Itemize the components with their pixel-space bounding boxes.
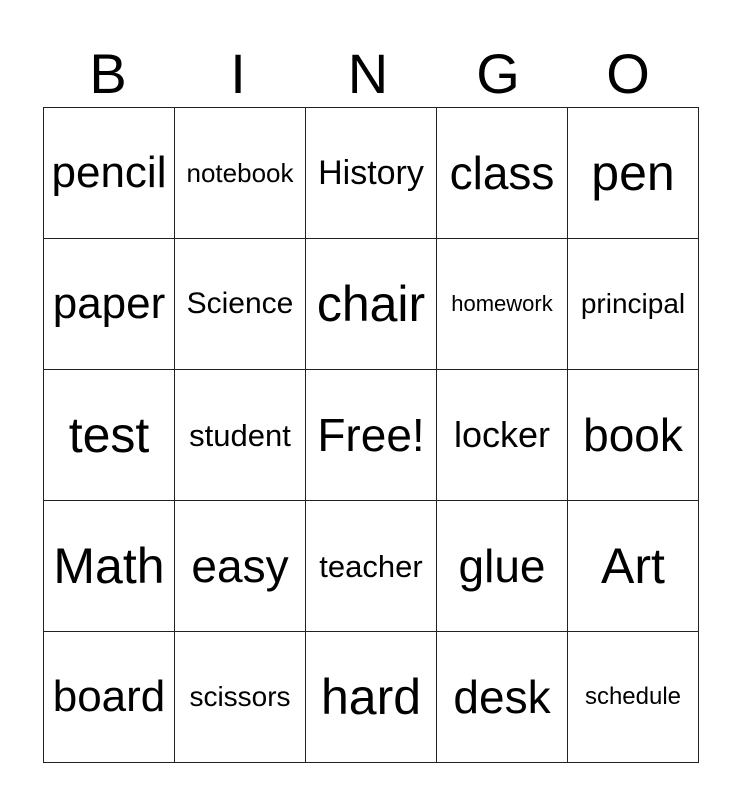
board-cell: Math — [44, 501, 175, 632]
board-cell: pencil — [44, 108, 175, 239]
board-row — [44, 501, 699, 632]
header-letter-b: B — [89, 42, 127, 105]
board-cell: board — [44, 632, 175, 763]
bingo-board — [43, 107, 699, 763]
board-row — [44, 108, 699, 239]
board-cell: schedule — [568, 632, 699, 763]
board-cell: teacher — [306, 501, 437, 632]
header-letter-i: I — [230, 42, 246, 105]
board-cell: student — [175, 370, 306, 501]
board-row — [44, 632, 699, 763]
board-cell: locker — [437, 370, 568, 501]
header-letter-o: O — [606, 42, 650, 105]
board-cell: hard — [306, 632, 437, 763]
board-cell: Free! — [306, 370, 437, 501]
board-cell: class — [437, 108, 568, 239]
board-cell: chair — [306, 239, 437, 370]
board-cell: principal — [568, 239, 699, 370]
board-row — [44, 239, 699, 370]
board-cell: notebook — [175, 108, 306, 239]
board-cell: glue — [437, 501, 568, 632]
board-cell: History — [306, 108, 437, 239]
board-cell: scissors — [175, 632, 306, 763]
board-cell: book — [568, 370, 699, 501]
bingo-header — [43, 40, 693, 108]
board-cell: Art — [568, 501, 699, 632]
board-row — [44, 370, 699, 501]
board-cell: homework — [437, 239, 568, 370]
header-letter-n: N — [347, 42, 389, 105]
header-letter-g: G — [476, 42, 520, 105]
board-cell: Science — [175, 239, 306, 370]
board-cell: easy — [175, 501, 306, 632]
board-cell: paper — [44, 239, 175, 370]
board-cell: test — [44, 370, 175, 501]
board-cell: pen — [568, 108, 699, 239]
board-cell: desk — [437, 632, 568, 763]
